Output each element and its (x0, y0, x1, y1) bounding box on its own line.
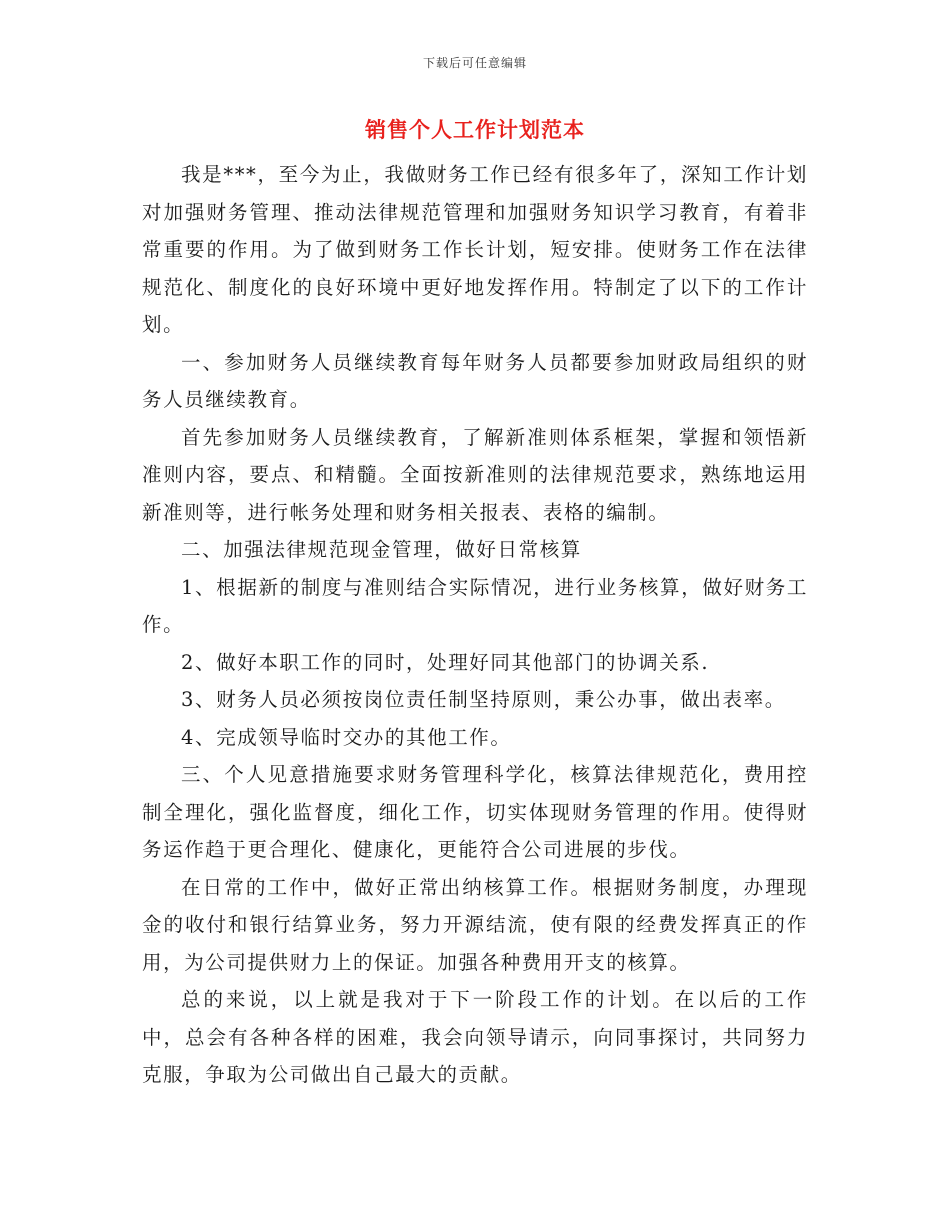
list-item-4: 4、完成领导临时交办的其他工作。 (181, 725, 512, 749)
document-body (142, 156, 808, 1094)
document-title: 销售个人工作计划范本 (365, 118, 585, 142)
header-note: 下载后可任意编辑 (422, 56, 527, 70)
list-item-3: 3、财务人员必须按岗位责任制坚持原则，秉公办事，做出表率。 (181, 688, 786, 711)
paragraph-conclusion: 总的来说，以上就是我对于下一阶段工作的计划。在以后的工作中，总会有各种各样的困难，我会向领导请示，向同事探讨，共同努力克服，争取为公司做出自己最大的贡献。 (142, 988, 808, 1086)
list-item-1: 1、根据新的制度与准则结合实际情况，进行业务核算，做好财务工作。 (142, 575, 808, 636)
paragraph-daily-work: 在日常的工作中，做好正常出纳核算工作。根据财务制度，办理现金的收付和银行结算业务，努力开源结流，使有限的经费发挥真正的作用，为公司提供财力上的保证。加强各种费用开支的核算。 (142, 875, 808, 974)
paragraph-section-2: 二、加强法律规范现金管理，做好日常核算 (181, 538, 582, 561)
paragraph-section-1: 一、参加财务人员继续教育每年财务人员都要参加财政局组织的财务人员继续教育。 (142, 350, 808, 411)
list-item-2: 2、做好本职工作的同时，处理好同其他部门的协调关系. (181, 650, 710, 674)
paragraph-section-3: 三、个人见意措施要求财务管理科学化，核算法律规范化，费用控制全理化，强化监督度，细化工作，切实体现财务管理的作用。使得财务运作趋于更合理化、健康化，更能符合公司进展的步伐。 (142, 763, 808, 861)
paragraph-section-1-detail: 首先参加财务人员继续教育，了解新准则体系框架，掌握和领悟新准则内容，要点、和精髓。全面按新准则的法律规范要求，熟练地运用新准则等，进行帐务处理和财务相关报表、表格的编制。 (142, 425, 808, 524)
paragraph-intro: 我是***，至今为止，我做财务工作已经有很多年了，深知工作计划对加强财务管理、推动法律规范管理和加强财务知识学习教育，有着非常重要的作用。为了做到财务工作长计划，短安排。使财务工作在法律规范化、制度化的良好环境中更好地发挥作用。特制定了以下的工作计划。 (142, 163, 808, 336)
